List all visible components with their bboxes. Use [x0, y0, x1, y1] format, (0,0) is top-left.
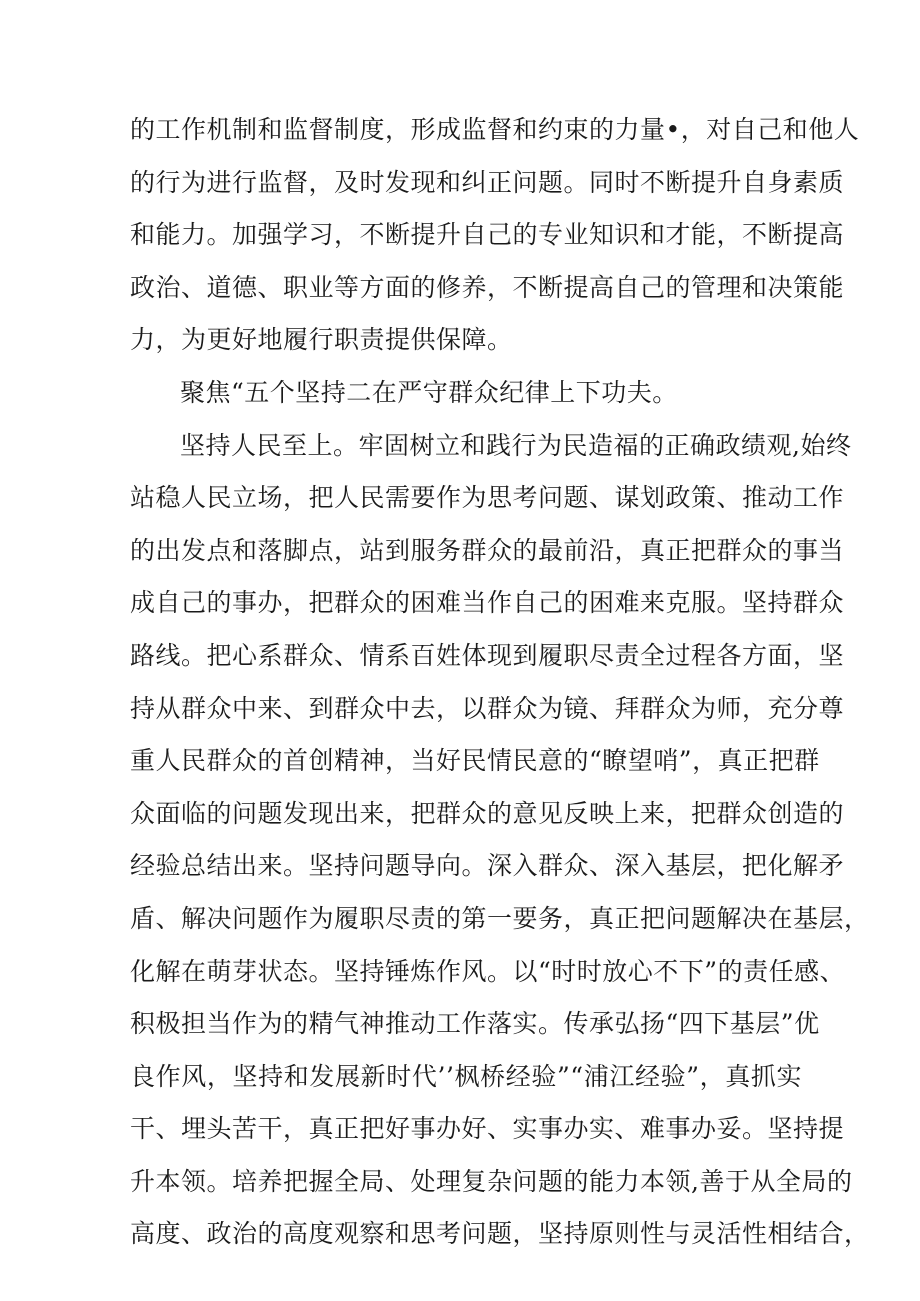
- text-line: 和能力。加强学习，不断提升自己的专业知识和才能，不断提高: [130, 220, 845, 250]
- text-line: 路线。把心系群众、情系百姓体现到履职尽责全过程各方面，坚: [130, 640, 845, 670]
- text-line: 的行为进行监督，及时发现和纠正问题。同时不断提升自身素质: [130, 167, 845, 197]
- paragraph: [130, 420, 870, 1262]
- text-line: 积极担当作为的精气神推动工作落实。传承弘扬“四下基层”优: [130, 1009, 820, 1039]
- text-line: 盾、解决问题作为履职尽责的第一要务，真正把问题解决在基层，: [130, 903, 870, 933]
- text-line: 良作风，坚持和发展新时代’’枫桥经验”“浦江经验”，真抓实: [130, 1061, 802, 1091]
- text-line: 坚持人民至上。牢固树立和践行为民造福的正确政绩观,始终: [180, 430, 852, 460]
- text-line: 高度、政治的高度观察和思考问题，坚持原则性与灵活性相结合，: [130, 1219, 870, 1249]
- text-line: 力，为更好地履行职责提供保障。: [130, 325, 513, 355]
- text-line: 干、埋头苦干，真正把好事办好、实事办实、难事办妥。坚持提: [130, 1114, 845, 1144]
- paragraph: [130, 367, 802, 420]
- text-line: 聚焦“五个坚持二在严守群众纪律上下功夫。: [180, 377, 678, 407]
- document-body: [130, 104, 870, 1261]
- text-line: 升本领。培养把握全局、处理复杂问题的能力本领,善于从全局的: [130, 1166, 853, 1196]
- text-line: 站稳人民立场，把人民需要作为思考问题、谋划政策、推动工作: [130, 483, 845, 513]
- text-line: 化解在萌芽状态。坚持锤炼作风。以“时时放心不下”的责任感、: [130, 956, 846, 986]
- text-line: 的出发点和落脚点，站到服务群众的最前沿，真正把群众的事当: [130, 535, 845, 565]
- text-line: 的工作机制和监督制度，形成监督和约束的力量•，对自己和他人: [130, 115, 860, 144]
- text-line: 重人民群众的首创精神，当好民情民意的“瞭望哨”，真正把群: [130, 746, 820, 776]
- text-line: 政治、道德、职业等方面的修养，不断提高自己的管理和决策能: [130, 272, 845, 302]
- text-line: 持从群众中来、到群众中去，以群众为镜、拜群众为师，充分尊: [130, 693, 845, 723]
- text-line: 经验总结出来。坚持问题导向。深入群众、深入基层，把化解矛: [130, 851, 845, 881]
- text-line: 成自己的事办，把群众的困难当作自己的困难来克服。坚持群众: [130, 588, 845, 618]
- paragraph: [130, 104, 860, 367]
- text-line: 众面临的问题发现出来，把群众的意见反映上来，把群众创造的: [130, 798, 845, 828]
